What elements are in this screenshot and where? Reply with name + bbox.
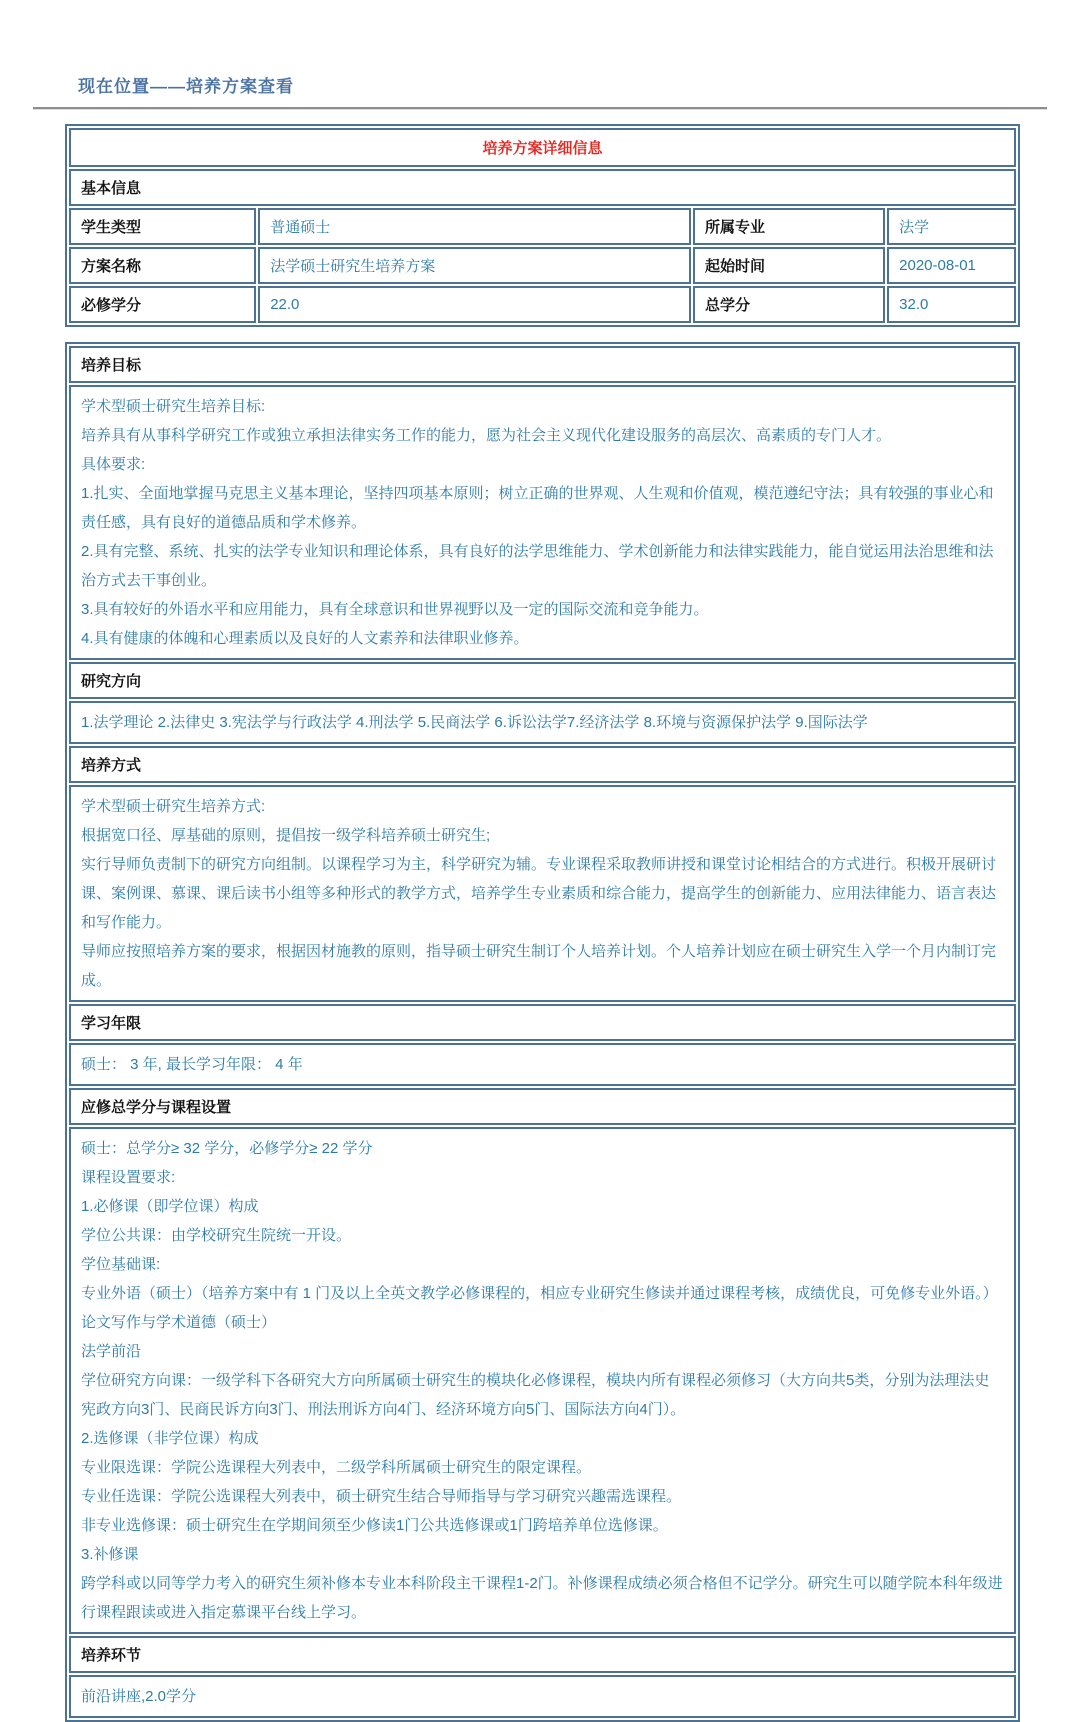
section-title: 培养环节 bbox=[69, 1636, 1016, 1673]
section-title-row bbox=[69, 662, 1016, 699]
paragraph: 硕士： 3 年, 最长学习年限： 4 年 bbox=[81, 1056, 303, 1073]
info-label: 所属专业 bbox=[693, 208, 885, 245]
detail-table bbox=[65, 342, 1020, 1722]
paragraph: 学位研究方向课：一级学科下各研究大方向所属硕士研究生的模块化必修课程，模块内所有课程必须修习（大方向共5类，分别为法理法史宪政方向3门、民商民诉方向3门、刑法刑诉方向4门、经济环境方向5门、国际法方向4门）。 bbox=[81, 1372, 990, 1418]
basic-info-row bbox=[69, 208, 1016, 245]
paragraph: 4.具有健康的体魄和心理素质以及良好的人文素养和法律职业修养。 bbox=[81, 630, 529, 647]
section-title: 应修总学分与课程设置 bbox=[69, 1088, 1016, 1125]
info-label: 总学分 bbox=[693, 286, 885, 323]
section-title: 学习年限 bbox=[69, 1004, 1016, 1041]
section-content bbox=[69, 1043, 1016, 1086]
basic-info-table bbox=[65, 124, 1020, 327]
page bbox=[0, 72, 1080, 1705]
basic-info-header-row bbox=[69, 169, 1016, 206]
breadcrumb: 现在位置――培养方案查看 bbox=[78, 77, 294, 96]
section-content-row bbox=[69, 385, 1016, 660]
section-content bbox=[69, 701, 1016, 744]
paragraph: 导师应按照培养方案的要求，根据因材施教的原则，指导硕士研究生制订个人培养计划。个人培养计划应在硕士研究生入学一个月内制订完成。 bbox=[81, 943, 997, 989]
paragraph: 根据宽口径、厚基础的原则，提倡按一级学科培养硕士研究生; bbox=[81, 827, 491, 844]
info-label: 学生类型 bbox=[69, 208, 256, 245]
section-content bbox=[69, 1675, 1016, 1718]
basic-info-section-title: 基本信息 bbox=[69, 169, 1016, 206]
info-value: 法学硕士研究生培养方案 bbox=[258, 247, 691, 284]
info-label: 必修学分 bbox=[69, 286, 256, 323]
paragraph: 3.补修课 bbox=[81, 1546, 139, 1563]
paragraph: 实行导师负责制下的研究方向组制。以课程学习为主，科学研究为辅。专业课程采取教师讲授和课堂讨论相结合的方式进行。积极开展研讨课、案例课、慕课、课后读书小组等多种形式的教学方式，培养学生专业素质和综合能力，提高学生的创新能力、应用法律能力、语言表达和写作能力。 bbox=[81, 856, 997, 931]
paragraph: 法学前沿 bbox=[81, 1343, 142, 1360]
section-content-row bbox=[69, 1675, 1016, 1718]
paragraph: 3.具有较好的外语水平和应用能力，具有全球意识和世界视野以及一定的国际交流和竞争能力。 bbox=[81, 601, 709, 618]
section-title-row bbox=[69, 346, 1016, 383]
paragraph: 学位公共课：由学校研究生院统一开设。 bbox=[81, 1227, 352, 1244]
paragraph: 前沿讲座,2.0学分 bbox=[81, 1688, 197, 1705]
section-title: 研究方向 bbox=[69, 662, 1016, 699]
paragraph: 学位基础课: bbox=[81, 1256, 161, 1273]
info-value: 22.0 bbox=[258, 286, 691, 323]
paragraph: 专业外语（硕士）（培养方案中有 1 门及以上全英文教学必修课程的，相应专业研究生修读并通过课程考核，成绩优良，可免修专业外语。） bbox=[81, 1285, 998, 1302]
section-content-row bbox=[69, 1043, 1016, 1086]
paragraph: 硕士：总学分≥ 32 学分，必修学分≥ 22 学分 bbox=[81, 1140, 373, 1157]
section-title-row bbox=[69, 1636, 1016, 1673]
section-content bbox=[69, 385, 1016, 660]
paragraph: 专业限选课：学院公选课程大列表中，二级学科所属硕士研究生的限定课程。 bbox=[81, 1459, 592, 1476]
paragraph: 专业任选课：学院公选课程大列表中，硕士研究生结合导师指导与学习研究兴趣需选课程。 bbox=[81, 1488, 682, 1505]
paragraph: 培养具有从事科学研究工作或独立承担法律实务工作的能力，愿为社会主义现代化建设服务的高层次、高素质的专门人才。 bbox=[81, 427, 892, 444]
paragraph: 1.扎实、全面地掌握马克思主义基本理论，坚持四项基本原则；树立正确的世界观、人生观和价值观，模范遵纪守法；具有较强的事业心和责任感，具有良好的道德品质和学术修养。 bbox=[81, 485, 994, 531]
page-title: 培养方案详细信息 bbox=[69, 128, 1016, 167]
divider-rule bbox=[33, 107, 1047, 110]
section-title-row bbox=[69, 746, 1016, 783]
paragraph: 课程设置要求: bbox=[81, 1169, 176, 1186]
paragraph: 论文写作与学术道德（硕士） bbox=[81, 1314, 277, 1331]
section-content bbox=[69, 785, 1016, 1002]
section-content-row bbox=[69, 701, 1016, 744]
paragraph: 学术型硕士研究生培养目标: bbox=[81, 398, 266, 415]
paragraph: 跨学科或以同等学力考入的研究生须补修本专业本科阶段主干课程1-2门。补修课程成绩必须合格但不记学分。研究生可以随学院本科年级进行课程跟读或进入指定慕课平台线上学习。 bbox=[81, 1575, 1003, 1621]
info-value: 法学 bbox=[887, 208, 1016, 245]
paragraph: 1.法学理论 2.法律史 3.宪法学与行政法学 4.刑法学 5.民商法学 6.诉讼法学7.经济法学 8.环境与资源保护法学 9.国际法学 bbox=[81, 714, 868, 731]
paragraph: 2.具有完整、系统、扎实的法学专业知识和理论体系，具有良好的法学思维能力、学术创新能力和法律实践能力，能自觉运用法治思维和法治方式去干事创业。 bbox=[81, 543, 994, 589]
paragraph: 2.选修课（非学位课）构成 bbox=[81, 1430, 259, 1447]
section-title: 培养方式 bbox=[69, 746, 1016, 783]
section-title-row bbox=[69, 1088, 1016, 1125]
info-value: 普通硕士 bbox=[258, 208, 691, 245]
info-value: 32.0 bbox=[887, 286, 1016, 323]
info-label: 起始时间 bbox=[693, 247, 885, 284]
paragraph: 具体要求: bbox=[81, 456, 146, 473]
paragraph: 学术型硕士研究生培养方式: bbox=[81, 798, 266, 815]
section-content-row bbox=[69, 1127, 1016, 1634]
section-content bbox=[69, 1127, 1016, 1634]
basic-info-row bbox=[69, 247, 1016, 284]
paragraph: 1.必修课（即学位课）构成 bbox=[81, 1198, 259, 1215]
section-content-row bbox=[69, 785, 1016, 1002]
table-title-row bbox=[69, 128, 1016, 167]
info-label: 方案名称 bbox=[69, 247, 256, 284]
basic-info-row bbox=[69, 286, 1016, 323]
section-title-row bbox=[69, 1004, 1016, 1041]
info-value: 2020-08-01 bbox=[887, 247, 1016, 284]
section-title: 培养目标 bbox=[69, 346, 1016, 383]
paragraph: 非专业选修课：硕士研究生在学期间须至少修读1门公共选修课或1门跨培养单位选修课。 bbox=[81, 1517, 668, 1534]
